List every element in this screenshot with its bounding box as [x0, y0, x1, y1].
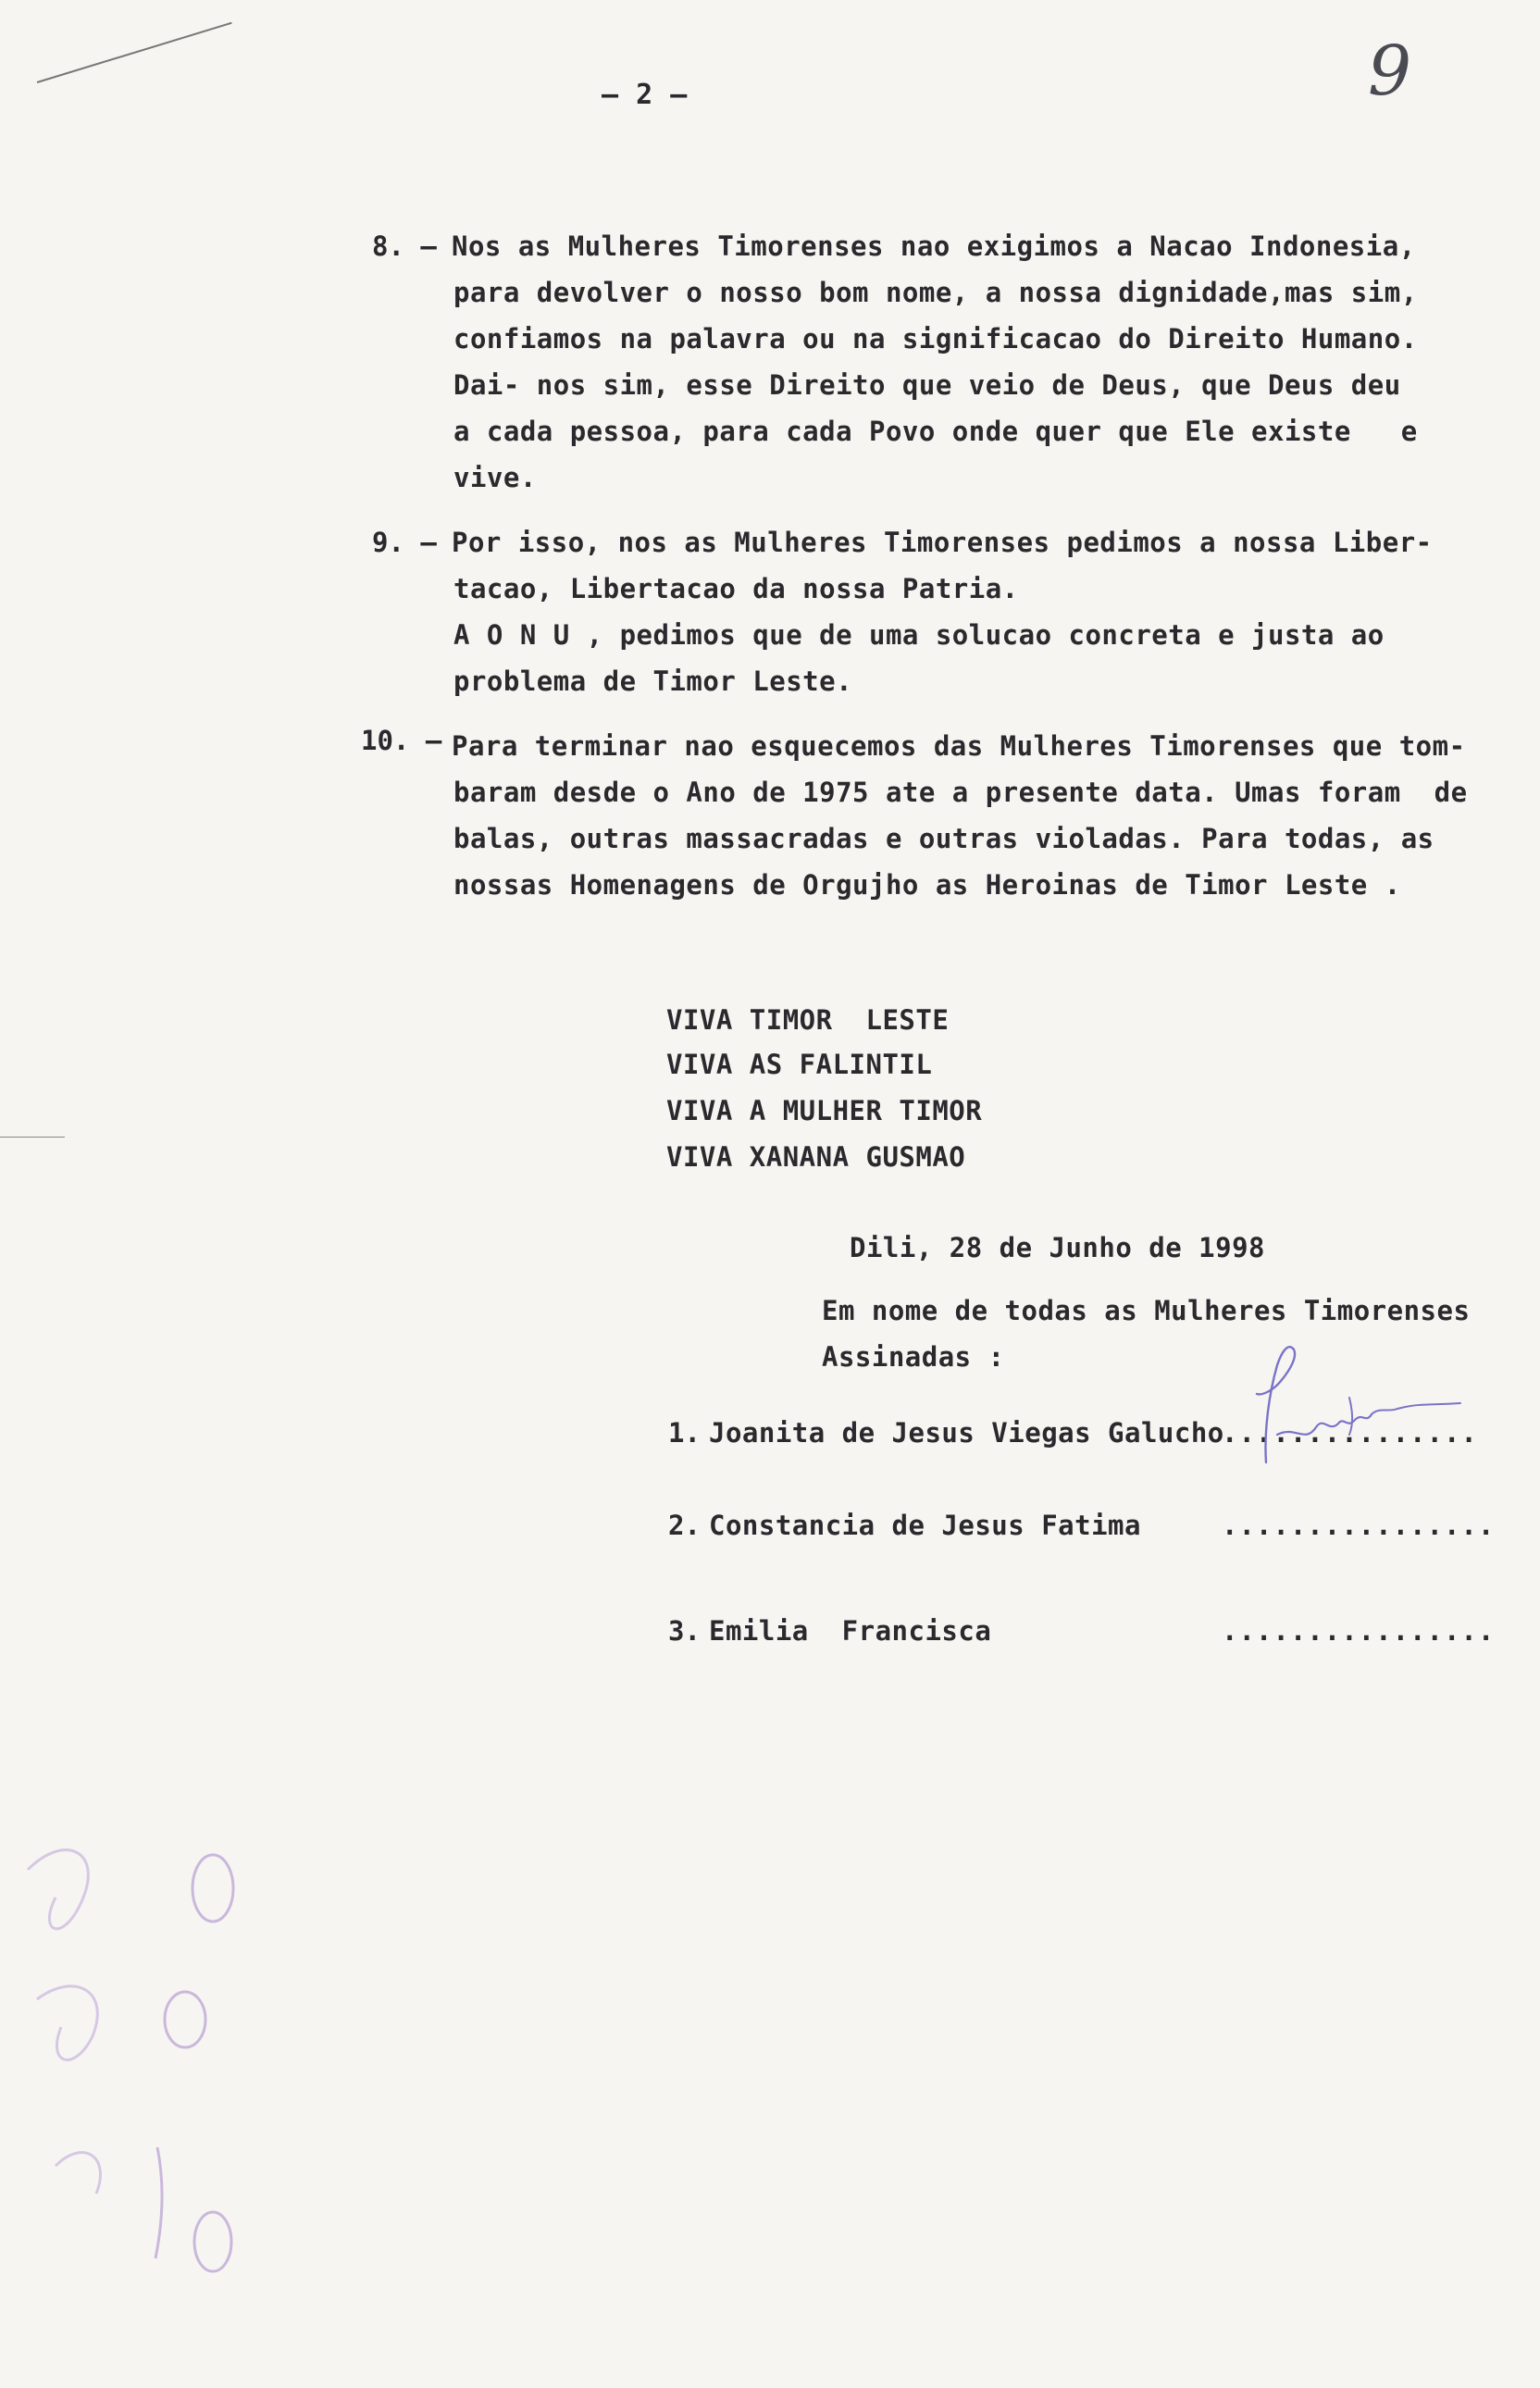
item-line: confiamos na palavra ou na significacao do Direito Humano. — [453, 323, 1418, 354]
item-line: baram desde o Ano de 1975 ate a presente data. Umas foram de — [453, 777, 1468, 808]
signatory-number: 2. — [668, 1510, 701, 1541]
item-line: A O N U , pedimos que de uma solucao concreta e justa ao — [453, 619, 1385, 651]
item-line: tacao, Libertacao da nossa Patria. — [453, 573, 1019, 604]
signed-label: Assinadas : — [822, 1341, 1005, 1373]
signature-line: ................ — [1222, 1615, 1496, 1647]
item-line: problema de Timor Leste. — [453, 665, 853, 697]
corner-scratch — [37, 22, 232, 83]
signatory-name: Emilia Francisca — [709, 1615, 992, 1647]
signatory-number: 3. — [668, 1615, 701, 1647]
slogan-line: VIVA XANANA GUSMAO — [666, 1141, 966, 1173]
item-line: Nos as Mulheres Timorenses nao exigimos a Nacao Indonesia, — [452, 230, 1416, 262]
slogan-line: VIVA TIMOR LESTE — [666, 1004, 950, 1036]
on-behalf-line: Em nome de todas as Mulheres Timorenses — [822, 1295, 1471, 1326]
item-number: 8. – — [372, 230, 437, 262]
item-line: vive. — [453, 462, 537, 493]
signature-line: ................ — [1222, 1510, 1496, 1541]
handwritten-signature — [1240, 1324, 1462, 1490]
margin-pencil-marks — [0, 1814, 296, 2332]
item-number: 10. – — [361, 725, 442, 756]
slogan-line: VIVA AS FALINTIL — [666, 1049, 933, 1080]
place-date: Dili, 28 de Junho de 1998 — [850, 1232, 1265, 1263]
item-line: Por isso, nos as Mulheres Timorenses pedimos a nossa Liber- — [452, 527, 1433, 558]
corner-scratch — [0, 1137, 65, 1138]
page-number: – 2 – — [602, 79, 688, 111]
item-number: 9. – — [372, 527, 437, 558]
item-line: para devolver o nosso bom nome, a nossa dignidade,mas sim, — [453, 277, 1418, 308]
item-line: nossas Homenagens de Orgujho as Heroinas de Timor Leste . — [453, 869, 1401, 901]
item-line: a cada pessoa, para cada Povo onde quer que Ele existe e — [453, 416, 1418, 447]
signatory-name: Constancia de Jesus Fatima — [709, 1510, 1141, 1541]
signatory-name: Joanita de Jesus Viegas Galucho — [709, 1417, 1224, 1449]
handwritten-page-mark: 9 — [1368, 31, 1412, 111]
signature-line: ............... — [1222, 1417, 1478, 1449]
item-line: Para terminar nao esquecemos das Mulheres Timorenses que tom- — [452, 730, 1466, 762]
item-line: balas, outras massacradas e outras violadas. Para todas, as — [453, 823, 1434, 854]
item-line: Dai- nos sim, esse Direito que veio de Deus, que Deus deu — [453, 369, 1401, 401]
signatory-number: 1. — [668, 1417, 701, 1449]
slogan-line: VIVA A MULHER TIMOR — [666, 1095, 983, 1126]
